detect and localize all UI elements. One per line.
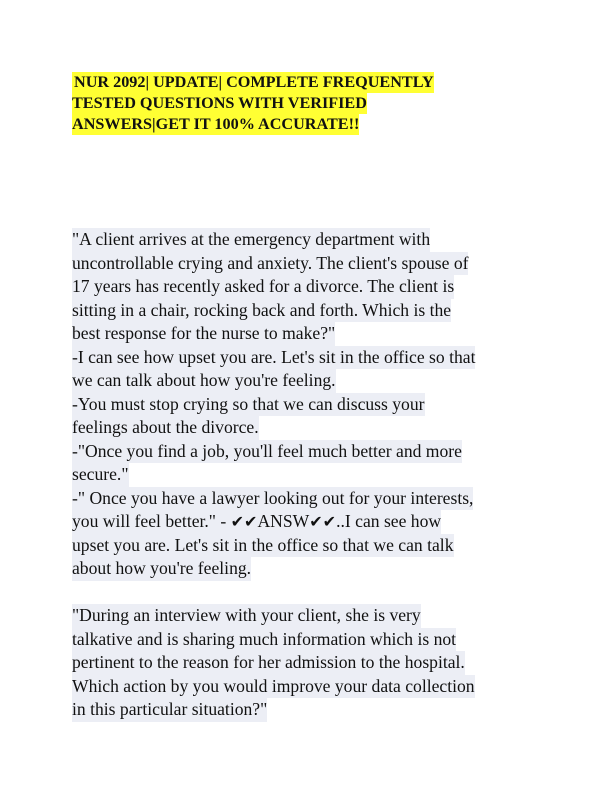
question-2-line: in this particular situation?" [72, 698, 267, 722]
title-line-2: TESTED QUESTIONS WITH VERIFIED [72, 94, 367, 112]
answer-prefix: you will feel better." - [72, 511, 231, 531]
option-line: -" Once you have a lawyer looking out for your interests, [72, 487, 473, 511]
answer-suffix: ..I can see how [336, 511, 442, 531]
question-2-line: talkative and is sharing much information which is not [72, 628, 456, 652]
question-2-line: pertinent to the reason for her admission to the hospital. [72, 651, 465, 675]
paragraph-gap [72, 581, 542, 605]
answer-label: ANSW [257, 511, 310, 531]
option-line: -You must stop crying so that we can discuss your [72, 393, 425, 417]
check-mark-icon: ✔✔ [230, 512, 258, 531]
option-line: we can talk about how you're feeling. [72, 369, 336, 393]
question-2-line: "During an interview with your client, she is very [72, 604, 421, 628]
answer-line [72, 510, 441, 534]
question-1-line: "A client arrives at the emergency department with [72, 228, 430, 252]
question-2 [72, 604, 542, 722]
option-line: -I can see how upset you are. Let's sit in the office so that [72, 346, 475, 370]
document-body [72, 228, 542, 722]
answer-continuation-line: upset you are. Let's sit in the office so that we can talk [72, 534, 454, 558]
document-title [72, 72, 512, 135]
check-mark-icon: ✔✔ [309, 512, 337, 531]
question-1-line: uncontrollable crying and anxiety. The client's spouse of [72, 252, 468, 276]
title-line-1: NUR 2092| UPDATE| COMPLETE FREQUENTLY [74, 73, 434, 91]
question-2-line: Which action by you would improve your data collection [72, 675, 475, 699]
question-1-line: 17 years has recently asked for a divorce. The client is [72, 275, 454, 299]
question-1-line: sitting in a chair, rocking back and forth. Which is the [72, 299, 451, 323]
option-line: feelings about the divorce. [72, 416, 259, 440]
question-1 [72, 228, 542, 581]
answer-continuation-line: about how you're feeling. [72, 557, 251, 581]
question-1-line: best response for the nurse to make?" [72, 322, 335, 346]
option-line: -"Once you find a job, you'll feel much better and more [72, 440, 462, 464]
option-line: secure." [72, 463, 129, 487]
title-line-3: ANSWERS|GET IT 100% ACCURATE!! [72, 115, 360, 133]
